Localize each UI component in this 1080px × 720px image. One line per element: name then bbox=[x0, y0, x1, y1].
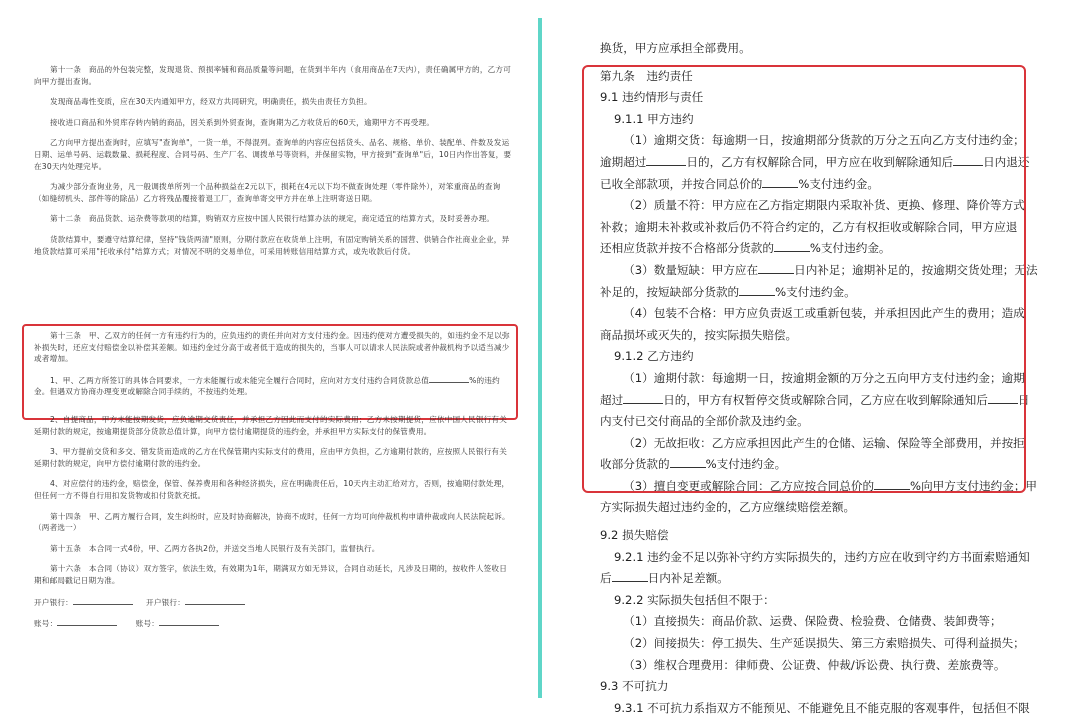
blank-line bbox=[185, 596, 245, 605]
left-highlight-section bbox=[34, 330, 512, 407]
account-line bbox=[34, 617, 512, 630]
a1-text: 日的，乙方有权解除合同，甲方应在收到解除通知后 bbox=[686, 154, 954, 169]
left-document-page bbox=[0, 0, 536, 720]
left-highlight-box bbox=[22, 324, 518, 420]
section-9-3: 9.3 不可抗力 bbox=[600, 679, 669, 694]
paragraph-13-item2: 2、自提商品，甲方未能按期发货，应负逾期交货责任，并承担乙方因此而支付的实际费用；乙方未按期提货，应依中国人民银行有关延期付款的规定，按逾期提货部分货款总值计算，向甲方偿付逾期提货的违约金，并承担甲方实际支付的保管费用。 bbox=[34, 415, 508, 436]
bank-line bbox=[34, 596, 512, 609]
section-9-2-2: 9.2.2 实际损失包括但不限于： bbox=[614, 592, 775, 607]
blank-line bbox=[612, 569, 648, 582]
a2-line1: （2）质量不符：甲方应在乙方指定期限内采取补货、更换、修理、降价等方式 bbox=[623, 198, 1025, 213]
paragraph-12b: 货款结算中，要遵守结算纪律，坚持"钱货两清"原则，分期付款应在收货单上注明，有固定购销关系的国营、供销合作社商业企业，异地货款结算可采用"托收承付"结算方式；对情况不明的交易单位，可采用转账信用结算方式，或先收款后付货。 bbox=[34, 234, 510, 256]
section-9-2: 9.2 损失赔偿 bbox=[600, 528, 669, 543]
s931-line1: 9.3.1 不可抗力系指双方不能预见、不能避免且不能克服的客观事件，包括但不限 bbox=[614, 700, 1030, 715]
b1-line1: （1）逾期付款：每逾期一日，按逾期金额的万分之五向甲方支付违约金；逾期 bbox=[623, 370, 1025, 385]
paragraph-11d: 乙方向甲方提出查询时，应填写"查询单"，一货一单，不得混列。查询单的内容应包括货头、品名、规格、单价、装配单、件数及发运日期、运单号码、运载数量、损耗程度、合同号码、生产厂名、调拨单号等资料，并保留实物，甲方接到"查询单"后，10日内作出答复，要在30天内处理完毕。 bbox=[34, 138, 512, 171]
paragraph-13-item3: 3、甲方提前交货和多交、错发货而造成的乙方在代保管期内实际支付的费用，应由甲方负担，乙方逾期付款的，应按照人民银行有关延期付款的规定，向甲方偿付逾期付款的违约金。 bbox=[34, 447, 508, 468]
b1-text: 超过 bbox=[600, 392, 624, 407]
loss-item-2: （2）间接损失：停工损失、生产延误损失、第三方索赔损失、可得利益损失； bbox=[623, 636, 1025, 651]
b3-text: （3）擅自变更或解除合同：乙方应按合同总价的 bbox=[623, 478, 875, 493]
a4-line2: 商品损坏或灭失的，按实际损失赔偿。 bbox=[600, 327, 798, 342]
paragraph-14: 第十四条 甲、乙两方履行合同，发生纠纷时，应及时协商解决，协商不成时，任何一方均可向仲裁机构申请仲裁或向人民法院起诉。（两者选一） bbox=[34, 511, 510, 533]
a3-text: 日内补足；逾期补足的，按逾期交货处理；无法 bbox=[794, 262, 1038, 277]
s921-text: 后 bbox=[600, 571, 612, 586]
paragraph-13: 第十三条 甲、乙双方的任何一方有违约行为的，应负违约的责任并向对方支付违约金。因违约使对方遭受损失的，如违约金不足以弥补损失时，还应支付赔偿金以补偿其差额。如违约金过分高于或者低于造成的损失的，当事人可以请求人民法院或者仲裁机构予以适当减少或者增加。 bbox=[34, 331, 510, 364]
item1-text-b: %的违约金。但遇双方协商办理变更或解除合同手续的，不按违约处理。 bbox=[34, 375, 500, 397]
left-page-text-block-2 bbox=[34, 414, 512, 639]
a2-text: 还相应货款并按不合格部分货款的 bbox=[600, 241, 774, 256]
section-9-1-1: 9.1.1 甲方违约 bbox=[614, 111, 694, 126]
paragraph-11c: 接收进口商品和外贸库存转内销的商品，因关系到外贸查询，查询期为乙方收货后的60天，逾期甲方不再受理。 bbox=[49, 117, 435, 127]
account-label-2: 账号： bbox=[135, 619, 160, 629]
blank-line bbox=[57, 617, 117, 626]
paragraph-11b: 发现商品毒性变质，应在30天内通知甲方，经双方共同研究，明确责任，损失由责任方负担。 bbox=[49, 97, 372, 107]
s921-line1: 9.2.1 违约金不足以弥补守约方实际损失的，违约方应在收到守约方书面索赔通知 bbox=[614, 549, 1030, 564]
a3-text: 补足的，按短缺部分货款的 bbox=[600, 284, 740, 299]
paragraph-16: 第十六条 本合同（协议）双方签字，依法生效，有效期为1年，期满双方如无异议，合同自动延长，凡涉及日期的，按收件人签收日期和邮局戳记日期为准。 bbox=[34, 564, 508, 585]
a1-text: 已收全部款项，并按合同总价的 bbox=[600, 176, 763, 191]
loss-item-3: （3）维权合理费用：律师费、公证费、仲裁/诉讼费、执行费、差旅费等。 bbox=[623, 657, 1006, 672]
top-line: 换货，甲方应承担全部费用。 bbox=[600, 41, 751, 55]
item1-text-a: 1、甲、乙两方所签订的具体合同要求，一方未能履行或未能完全履行合同时，应向对方支付违约合同货款总值 bbox=[49, 375, 430, 385]
a2-text: %支付违约金。 bbox=[809, 241, 891, 256]
a2-line2: 补救；逾期未补救或补救后仍不符合约定的，乙方有权拒收或解除合同，甲方应退 bbox=[600, 219, 1018, 234]
s921-line2 bbox=[600, 568, 1062, 590]
article-9-title: 第九条 违约责任 bbox=[600, 68, 693, 83]
a4-line1: （4）包装不合格：甲方应负责返工或重新包装，并承担因此产生的费用；造成 bbox=[623, 306, 1025, 321]
a3-text: （3）数量短缺：甲方应在 bbox=[623, 262, 759, 277]
bank-label-2: 开户银行： bbox=[146, 597, 186, 607]
b3-line2: 方实际损失超过违约金的，乙方应继续赔偿差额。 bbox=[600, 500, 856, 515]
paragraph-12a: 第十二条 商品货款、运杂费等款项的结算，购销双方应按中国人民银行结算办法的规定，商定适宜的结算方式，及时妥善办理。 bbox=[49, 214, 495, 224]
paragraph-15: 第十五条 本合同一式4份，甲、乙两方各执2份，并送交当地人民银行及有关部门，监督执行。 bbox=[49, 543, 380, 553]
paragraph-13-item4: 4、对应偿付的违约金，赔偿金，保管、保养费用和各种经济损失，应在明确责任后，10天内主动汇给对方，否则，按逾期付款处理，但任何一方不得自行用扣发货物或扣付货款充抵。 bbox=[34, 479, 510, 500]
account-label-1: 账号： bbox=[34, 619, 58, 629]
paragraph-11e: 为减少部分查询业务，凡一般调拨单所列一个品种损益在2元以下，损耗在4元以下均不做查询处理（零件除外），对笨重商品的查询（如缝纫机头、部件等的除品）乙方将残品覆接着退工厂，查询单寄交甲方并在单上注明寄送日期。 bbox=[34, 182, 501, 203]
a1-text: %支付违约金。 bbox=[798, 176, 879, 191]
page-divider bbox=[538, 18, 542, 698]
b1-text: 日 bbox=[1017, 392, 1030, 407]
b1-line3: 内支付已交付商品的全部价款及违约金。 bbox=[600, 414, 809, 429]
bank-label-1: 开户银行： bbox=[34, 597, 73, 607]
section-9-1: 9.1 违约情形与责任 bbox=[600, 90, 704, 105]
left-page-text-block bbox=[34, 64, 512, 266]
a3-text: %支付违约金。 bbox=[775, 284, 856, 299]
a1-text: 日内退还 bbox=[983, 154, 1030, 169]
section-9-1-2: 9.1.2 乙方违约 bbox=[614, 349, 694, 364]
b3-text: %向甲方支付违约金；甲 bbox=[910, 478, 1038, 493]
b2-line1: （2）无故拒收：乙方应承担因此产生的仓储、运输、保险等全部费用，并按拒 bbox=[623, 435, 1025, 450]
a1-text: 逾期超过 bbox=[600, 154, 647, 169]
s921-text: 日内补足差额。 bbox=[647, 571, 729, 586]
blank-line bbox=[159, 617, 219, 626]
right-highlight-box bbox=[582, 65, 1026, 493]
b2-text: 收部分货款的 bbox=[600, 457, 670, 472]
b2-text: %支付违约金。 bbox=[705, 457, 787, 472]
a1-line1: （1）逾期交货：每逾期一日，按逾期部分货款的万分之五向乙方支付违约金； bbox=[623, 133, 1025, 148]
b1-text: 日的，甲方有权暂停交货或解除合同，乙方应在收到解除通知后 bbox=[663, 392, 988, 407]
blank-line bbox=[73, 596, 133, 605]
loss-item-1: （1）直接损失：商品价款、运费、保险费、检验费、仓储费、装卸费等； bbox=[623, 614, 1002, 629]
paragraph-11a: 第十一条 商品的外包装完整，发现退货、预损率铺和商品质量等问题，在货到半年内（食用商品在7天内），责任确属甲方的，乙方可向甲方提出查询。 bbox=[34, 65, 512, 86]
